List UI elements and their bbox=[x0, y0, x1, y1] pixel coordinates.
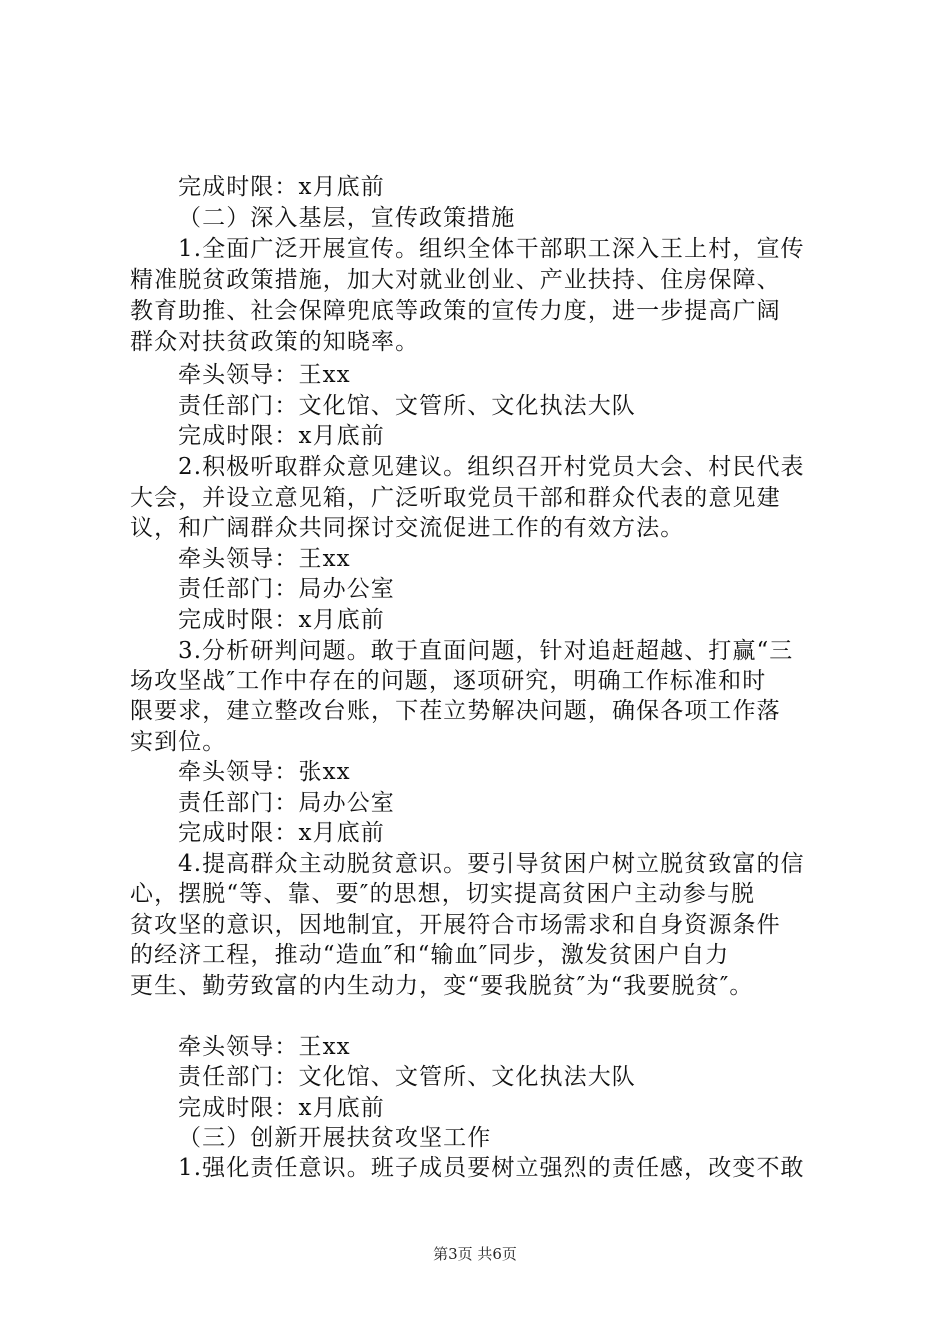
text-line: 责任部门：局办公室 bbox=[178, 790, 395, 816]
text-line: 教育助推、社会保障兜底等政策的宣传力度，进一步提高广阔 bbox=[130, 298, 781, 324]
text-line: 牵头领导：王xx bbox=[178, 1034, 351, 1060]
text-line: 完成时限：x月底前 bbox=[178, 607, 385, 633]
section-heading: （二）深入基层，宣传政策措施 bbox=[178, 205, 516, 231]
text-line: 责任部门：局办公室 bbox=[178, 576, 395, 602]
text-line: 1.全面广泛开展宣传。组织全体干部职工深入王上村，宣传 bbox=[178, 236, 805, 262]
section-heading: （三）创新开展扶贫攻坚工作 bbox=[178, 1125, 492, 1151]
page-number: 第3页 共6页 bbox=[433, 1245, 517, 1263]
text-line: 精准脱贫政策措施，加大对就业创业、产业扶持、住房保障、 bbox=[130, 267, 781, 293]
text-line: 牵头领导：王xx bbox=[178, 362, 351, 388]
text-line: 1.强化责任意识。班子成员要树立强烈的责任感，改变不敢 bbox=[178, 1155, 805, 1181]
text-line: 议，和广阔群众共同探讨交流促进工作的有效方法。 bbox=[130, 515, 685, 541]
text-line: 责任部门：文化馆、文管所、文化执法大队 bbox=[178, 1064, 636, 1090]
text-line: 完成时限：x月底前 bbox=[178, 1095, 385, 1121]
text-line: 3.分析研判问题。敢于直面问题，针对追赶超越、打赢“三 bbox=[178, 638, 794, 664]
text-line: 2.积极听取群众意见建议。组织召开村党员大会、村民代表 bbox=[178, 454, 805, 480]
text-line: 4.提高群众主动脱贫意识。要引导贫困户树立脱贫致富的信 bbox=[178, 851, 805, 877]
text-line: 完成时限：x月底前 bbox=[178, 174, 385, 200]
text-line: 群众对扶贫政策的知晓率。 bbox=[130, 329, 420, 355]
text-line: 责任部门：文化馆、文管所、文化执法大队 bbox=[178, 393, 636, 419]
text-line: 场攻坚战″工作中存在的问题，逐项研究，明确工作标准和时 bbox=[130, 668, 767, 694]
text-line: 贫攻坚的意识，因地制宜，开展符合市场需求和自身资源条件 bbox=[130, 912, 781, 938]
text-line: 限要求，建立整改台账，下茬立势解决问题，确保各项工作落 bbox=[130, 698, 781, 724]
text-line: 更生、勤劳致富的内生动力，变“要我脱贫″为“我要脱贫″。 bbox=[130, 973, 754, 999]
text-line: 牵头领导：王xx bbox=[178, 546, 351, 572]
text-line: 大会，并设立意见箱，广泛听取党员干部和群众代表的意见建 bbox=[130, 485, 781, 511]
text-line: 实到位。 bbox=[130, 729, 227, 755]
text-line: 完成时限：x月底前 bbox=[178, 820, 385, 846]
text-line: 牵头领导：张xx bbox=[178, 759, 351, 785]
text-line: 心，摆脱“等、靠、要″的思想，切实提高贫困户主动参与脱 bbox=[130, 881, 756, 907]
text-line: 的经济工程，推动“造血″和“输血″同步，激发贫困户自力 bbox=[130, 942, 730, 968]
text-line: 完成时限：x月底前 bbox=[178, 423, 385, 449]
